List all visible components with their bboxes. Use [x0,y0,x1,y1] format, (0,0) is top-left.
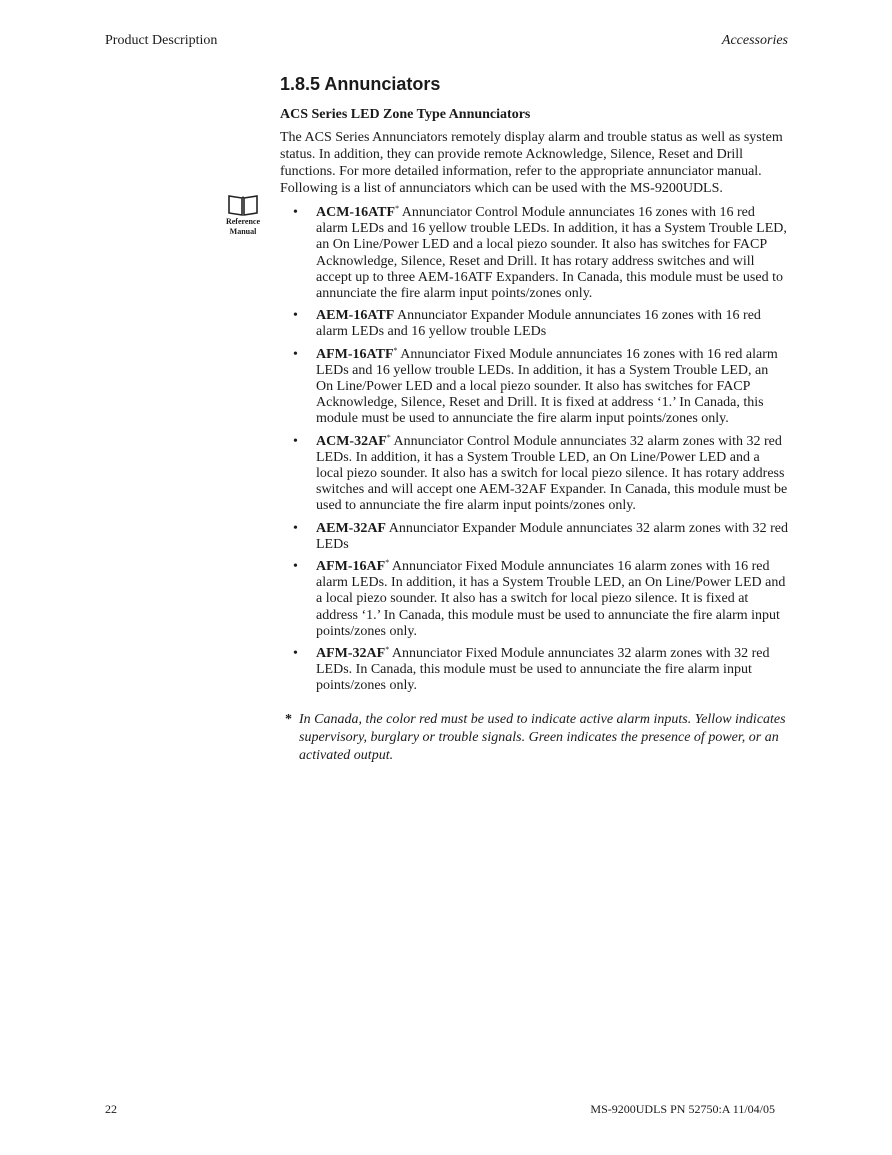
running-header-chapter: Accessories [721,33,788,48]
footnote [280,711,789,765]
module-description: Annunciator Fixed Module annunciates 16 zones with 16 red alarm LEDs and 16 yellow trouble LEDs. In addition, it has a System Trouble LED, an On Line/Power LED and a local piezo sounder. It also has switches for FACP Acknowledge, Silence, Reset and Drill. It is fixed at address ‘1.’ In Canada, this module must be used to annunciate the fire alarm input points/zones only. [316,346,778,427]
module-description: Annunciator Expander Module annunciates 16 zones with 16 red alarm LEDs and 16 yellow trouble LEDs [316,308,761,340]
canada-footnote-marker: * [385,645,390,655]
manual-label: Manual [229,227,257,236]
module-description: Annunciator Fixed Module annunciates 32 alarm zones with 32 red LEDs. In Canada, this module must be used to annunciate the fire alarm input points/zones only. [316,646,770,694]
module-description: Annunciator Control Module annunciates 32 alarm zones with 32 red LEDs. In addition, it has a System Trouble LED, an On Line/Power LED and a local piezo sounder. It also has a switch for local piezo silence. It has rotary address switches and will accept one AEM-32AF Expander. In Canada, this module must be used to annunciate the fire alarm input points/zones only. [316,433,788,514]
list-item [280,559,788,640]
bullet: • [293,308,298,324]
module-name: ACM-32AF [316,433,387,449]
module-name: AFM-16ATF [316,346,394,362]
intro-paragraph: The ACS Series Annunciators remotely display alarm and trouble status as well as system status. In addition, they can provide remote Acknowledge, Silence, Reset and Drill functions. For more detailed information, refer to the appropriate annunciator manual. Following is a list of annunciators which can be used with the MS-9200UDLS. [280,130,783,196]
module-name: AFM-32AF [316,646,386,662]
module-name: AEM-16ATF [316,308,395,324]
running-header-section: Product Description [105,33,218,48]
module-name: AFM-16AF [316,559,386,575]
canada-footnote-marker: * [395,204,400,213]
subheading: ACS Series LED Zone Type Annunciators [280,107,531,122]
canada-footnote-marker: * [386,432,391,442]
list-item [280,434,788,515]
canada-footnote-marker: * [393,345,398,355]
reference-label: Reference [225,217,261,226]
footnote-text: In Canada, the color red must be used to indicate active alarm inputs. Yellow indicates supervisory, burglary or trouble signals. Green indicates the presence of power, or an activated output. [299,711,786,763]
footnote-asterisk: * [285,711,292,727]
list-item [280,205,788,302]
bullet: • [293,559,298,575]
bullet: • [293,646,298,662]
reference-manual-callout [222,193,264,237]
bullet: • [293,520,298,536]
section-title: 1.8.5 Annunciators [280,74,441,94]
module-name: AEM-32AF [316,520,386,536]
canada-footnote-marker: * [385,558,390,568]
module-description: Annunciator Expander Module annunciates 32 alarm zones with 32 red LEDs [316,520,788,552]
document-info: MS-9200UDLS PN 52750:A 11/04/05 [590,1102,775,1116]
annunciator-list [280,205,788,695]
list-item [280,646,788,695]
bullet: • [293,205,298,220]
bullet: • [293,433,298,449]
main-content [280,74,788,765]
list-item [280,521,788,553]
list-item [280,347,788,428]
module-name: ACM-16ATF [316,205,396,220]
book-icon [227,193,259,217]
list-item [280,308,788,340]
page-number: 22 [105,1102,117,1116]
module-description: Annunciator Control Module annunciates 16 zones with 16 red alarm LEDs and 16 yellow trouble LEDs. In addition, it has a System Trouble LED, an On Line/Power LED and a local piezo sounder. It also has switches for FACP Acknowledge, Silence, Reset and Drill. It has rotary address switches and will accept up to three AEM-16ATF Expanders. In Canada, this module must be used to annunciate the fire alarm input points/zones only. [316,205,787,302]
bullet: • [293,346,298,362]
module-description: Annunciator Fixed Module annunciates 16 alarm zones with 16 red alarm LEDs. In addition, it has a System Trouble LED, an On Line/Power LED and a local piezo sounder. It also has a switch for local piezo silence. It is fixed at address ‘1.’ In Canada, this module must be used to annunciate the fire alarm input points/zones only. [316,559,786,639]
